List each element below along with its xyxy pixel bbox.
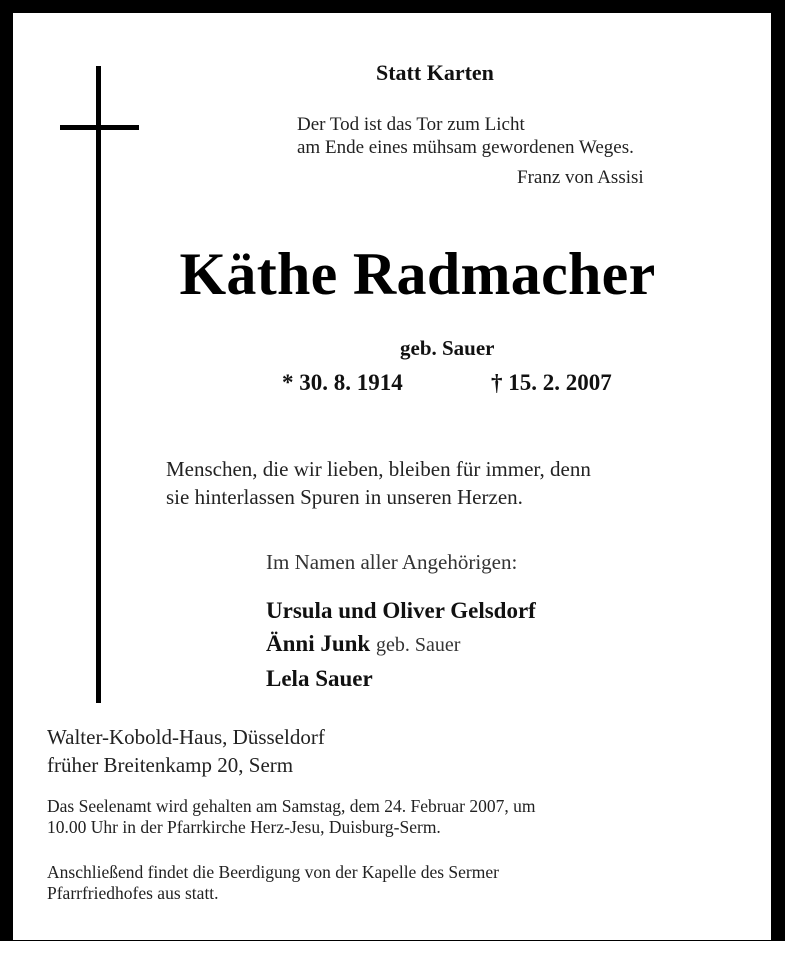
mourner-name: Ursula und Oliver Gelsdorf <box>266 598 536 623</box>
address-line: früher Breitenkamp 20, Serm <box>47 753 294 777</box>
quote <box>297 113 634 159</box>
address <box>47 723 325 779</box>
saying <box>166 455 591 511</box>
mourner-name: Änni Junk <box>266 631 371 656</box>
notice-heading: Statt Karten <box>376 60 494 85</box>
saying-line: Menschen, die wir lieben, bleiben für immer, denn <box>166 457 591 481</box>
service-line: 10.00 Uhr in der Pfarrkirche Herz-Jesu, Duisburg-Serm. <box>47 817 441 837</box>
maiden-name: geb. Sauer <box>400 336 495 360</box>
mourner <box>266 662 536 695</box>
mourner <box>266 594 536 627</box>
mourner-note: geb. Sauer <box>375 634 461 656</box>
mourner <box>266 627 536 662</box>
address-line: Walter-Kobold-Haus, Düsseldorf <box>47 725 325 749</box>
deceased-name: Käthe Radmacher <box>179 241 656 307</box>
cross-icon-horizontal <box>60 125 139 130</box>
death-date: † 15. 2. 2007 <box>491 370 612 395</box>
saying-line: sie hinterlassen Spuren in unseren Herzen. <box>166 485 523 509</box>
burial-line: Pfarrfriedhofes aus statt. <box>47 883 219 903</box>
quote-author: Franz von Assisi <box>517 167 644 188</box>
service-line: Das Seelenamt wird gehalten am Samstag, dem 24. Februar 2007, um <box>47 796 536 816</box>
mourners-intro: Im Namen aller Angehörigen: <box>266 550 518 574</box>
mourner-name: Lela Sauer <box>266 666 373 691</box>
burial-line: Anschließend findet die Beerdigung von der Kapelle des Sermer <box>47 862 499 882</box>
quote-line: Der Tod ist das Tor zum Licht <box>297 114 525 135</box>
mourners-list <box>266 594 536 695</box>
quote-line: am Ende eines mühsam gewordenen Weges. <box>297 137 634 158</box>
cross-icon-vertical <box>96 66 101 703</box>
burial-info <box>47 862 499 904</box>
service-info <box>47 796 535 838</box>
birth-date: * 30. 8. 1914 <box>282 370 403 395</box>
